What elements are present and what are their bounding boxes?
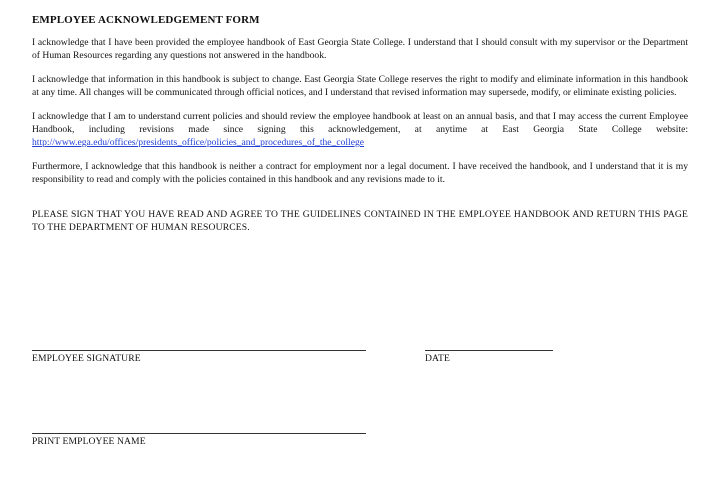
- paragraph-subject-to-change: I acknowledge that information in this handbook is subject to change. East Georgia State College reserves the right to modify and eliminate information in this handbook at any time. All changes will be communicated through official notices, and I understand that revised information may supersede, modify, or eliminate existing policies.: [32, 74, 688, 98]
- form-title: EMPLOYEE ACKNOWLEDGEMENT FORM: [32, 14, 260, 26]
- annual-review-text: I acknowledge that I am to understand current policies and should review the employee handbook at least on an annual basis, and that I may access the current Employee Handbook, including revisions made since signing this acknowledgement, at anytime at East Georgia State College website:: [32, 111, 688, 135]
- employee-signature-field[interactable]: [32, 350, 366, 364]
- date-field[interactable]: [425, 350, 553, 364]
- sign-and-return-notice: PLEASE SIGN THAT YOU HAVE READ AND AGREE TO THE GUIDELINES CONTAINED IN THE EMPLOYEE HANDBOOK AND RETURN THIS PAGE TO THE DEPARTMENT OF HUMAN RESOURCES.: [32, 209, 688, 233]
- handbook-policies-link[interactable]: http://www.ega.edu/offices/presidents_office/policies_and_procedures_of_the_college: [32, 137, 365, 148]
- paragraph-not-a-contract: Furthermore, I acknowledge that this handbook is neither a contract for employment nor a legal document. I have received the handbook, and I understand that it is my responsibility to read and comply with the policies contained in this handbook and any revisions made to it.: [32, 161, 688, 185]
- date-line: [425, 350, 553, 351]
- print-name-line: [32, 433, 366, 434]
- print-employee-name-field[interactable]: [32, 433, 366, 447]
- acknowledgement-form: [32, 14, 688, 234]
- signature-line: [32, 350, 366, 351]
- paragraph-annual-review: [32, 110, 688, 149]
- paragraph-handbook-provided: I acknowledge that I have been provided the employee handbook of East Georgia State College. I understand that I should consult with my supervisor or the Department of Human Resources regarding any questions not answered in the handbook.: [32, 37, 688, 61]
- print-employee-name-label: PRINT EMPLOYEE NAME: [32, 436, 146, 447]
- employee-signature-label: EMPLOYEE SIGNATURE: [32, 353, 141, 364]
- date-label: DATE: [425, 353, 450, 364]
